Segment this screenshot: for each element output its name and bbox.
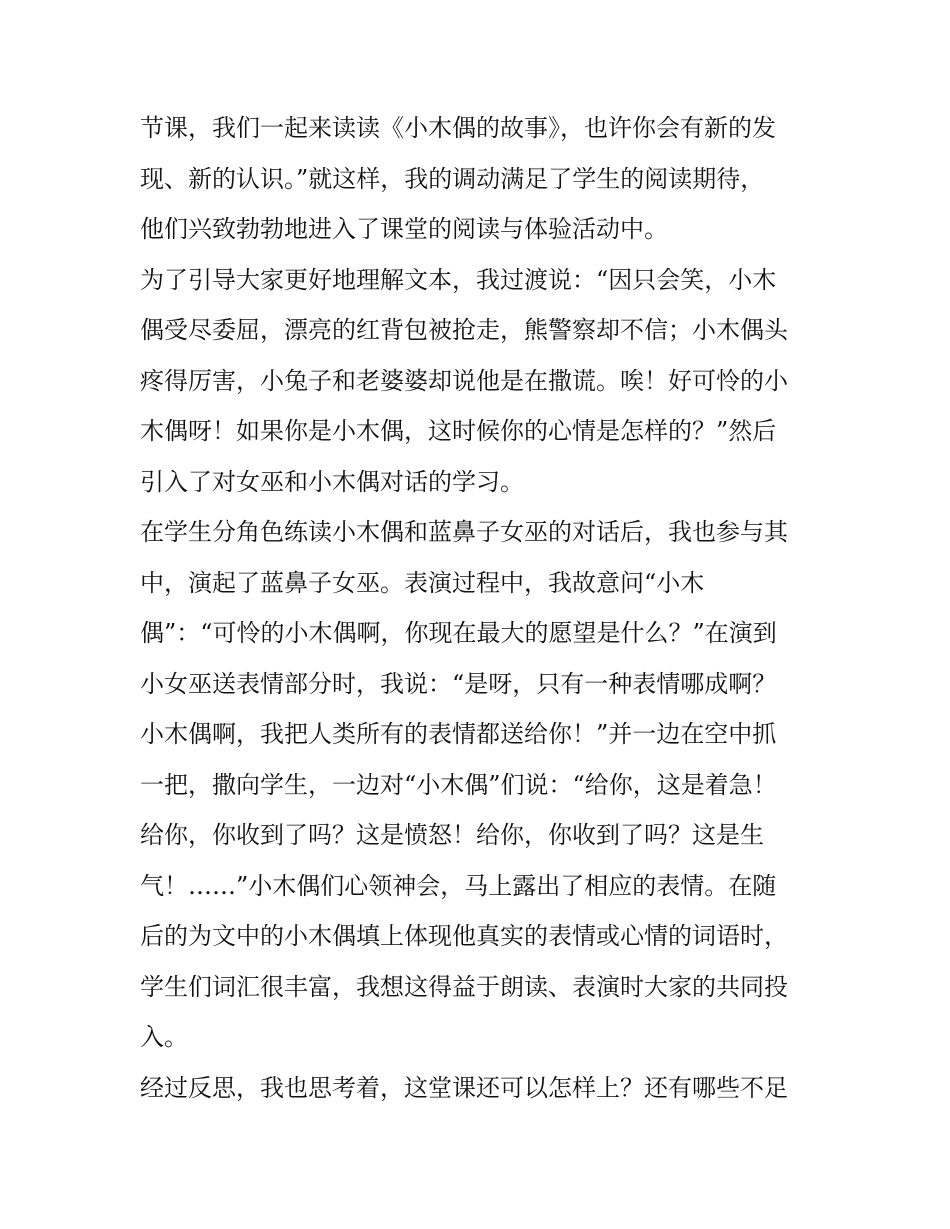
- text-line: 一把，撒向学生，一边对“小木偶”们说：“给你，这是着急！: [140, 770, 777, 799]
- text-line: 中，演起了蓝鼻子女巫。表演过程中，我故意问“小木: [140, 568, 705, 597]
- text-line: 小女巫送表情部分时，我说：“是呀，只有一种表情哪成啊？: [140, 669, 777, 698]
- text-line: 木偶呀！如果你是小木偶，这时候你的心情是怎样的？”然后: [140, 417, 777, 445]
- text-line: 小木偶啊，我把人类所有的表情都送给你！”并一边在空中抓: [140, 720, 777, 748]
- text-line: 节课，我们一起来读读《小木偶的故事》，也许你会有新的发: [140, 114, 776, 142]
- text-line: 后的为文中的小木偶填上体现他真实的表情或心情的词语时，: [140, 922, 788, 950]
- text-line: 偶受尽委屈，漂亮的红背包被抢走，熊警察却不信；小木偶头: [140, 316, 788, 344]
- text-line: 偶”：“可怜的小木偶啊，你现在最大的愿望是什么？”在演到: [140, 619, 777, 647]
- text-line: 学生们词汇很丰富，我想这得益于朗读、表演时大家的共同投: [140, 972, 788, 1001]
- text-line: 经过反思，我也思考着，这堂课还可以怎样上？还有哪些不足: [140, 1073, 788, 1102]
- text-line: 给你，你收到了吗？这是愤怒！给你，你收到了吗？这是生: [140, 821, 764, 849]
- text-line: 疼得厉害，小兔子和老婆婆却说他是在撒谎。唉！好可怜的小: [140, 366, 788, 395]
- text-line: 他们兴致勃勃地进入了课堂的阅读与体验活动中。: [140, 215, 668, 243]
- text-line: 入。: [140, 1023, 188, 1051]
- document-body: [140, 103, 820, 1113]
- text-line: 在学生分角色练读小木偶和蓝鼻子女巫的对话后，我也参与其: [140, 518, 788, 546]
- text-line: 气！……”小木偶们心领神会，马上露出了相应的表情。在随: [140, 871, 777, 900]
- text-line: 为了引导大家更好地理解文本，我过渡说：“因只会笑，小木: [140, 265, 777, 294]
- text-line: 引入了对女巫和小木偶对话的学习。: [140, 467, 524, 496]
- text-line: 现、新的认识。”就这样，我的调动满足了学生的阅读期待，: [140, 164, 765, 193]
